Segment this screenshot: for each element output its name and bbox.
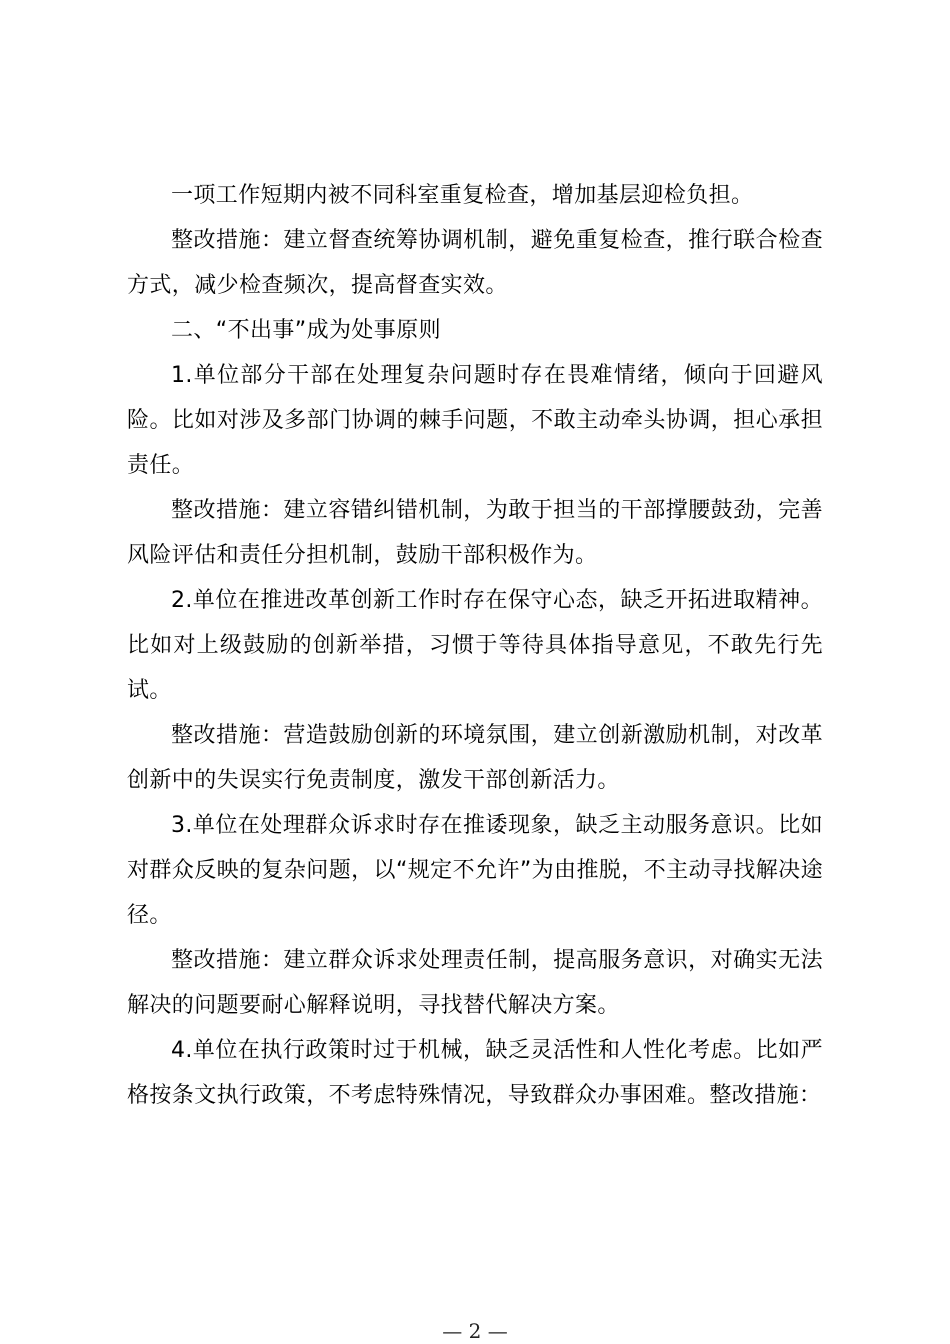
document-body	[127, 173, 823, 1118]
paragraph-item-3: 3.单位在处理群众诉求时存在推诿现象，缺乏主动服务意识。比如对群众反映的复杂问题，以“规定不允许”为由推脱，不主动寻找解决途径。	[127, 813, 823, 928]
paragraph-measure: 整改措施：建立督查统筹协调机制，避免重复检查，推行联合检查方式，减少检查频次，提高督查实效。	[127, 228, 823, 298]
page-number: — 2 —	[442, 1319, 508, 1343]
paragraph-item-1: 1.单位部分干部在处理复杂问题时存在畏难情绪，倾向于回避风险。比如对涉及多部门协调的棘手问题，不敢主动牵头协调，担心承担责任。	[127, 363, 823, 478]
paragraph-item-4: 4.单位在执行政策时过于机械，缺乏灵活性和人性化考虑。比如严格按条文执行政策，不考虑特殊情况，导致群众办事困难。整改措施：	[127, 1038, 823, 1108]
paragraph-measure: 整改措施：营造鼓励创新的环境氛围，建立创新激励机制，对改革创新中的失误实行免责制度，激发干部创新活力。	[127, 723, 823, 793]
section-heading: 二、“不出事”成为处事原则	[171, 318, 441, 343]
paragraph-measure: 整改措施：建立容错纠错机制，为敢于担当的干部撑腰鼓劲，完善风险评估和责任分担机制，鼓励干部积极作为。	[127, 498, 823, 568]
paragraph-measure: 整改措施：建立群众诉求处理责任制，提高服务意识，对确实无法解决的问题要耐心解释说明，寻找替代解决方案。	[127, 948, 823, 1018]
paragraph-item-2: 2.单位在推进改革创新工作时存在保守心态，缺乏开拓进取精神。比如对上级鼓励的创新举措，习惯于等待具体指导意见，不敢先行先试。	[127, 588, 823, 703]
paragraph-continuation: 一项工作短期内被不同科室重复检查，增加基层迎检负担。	[171, 183, 754, 208]
